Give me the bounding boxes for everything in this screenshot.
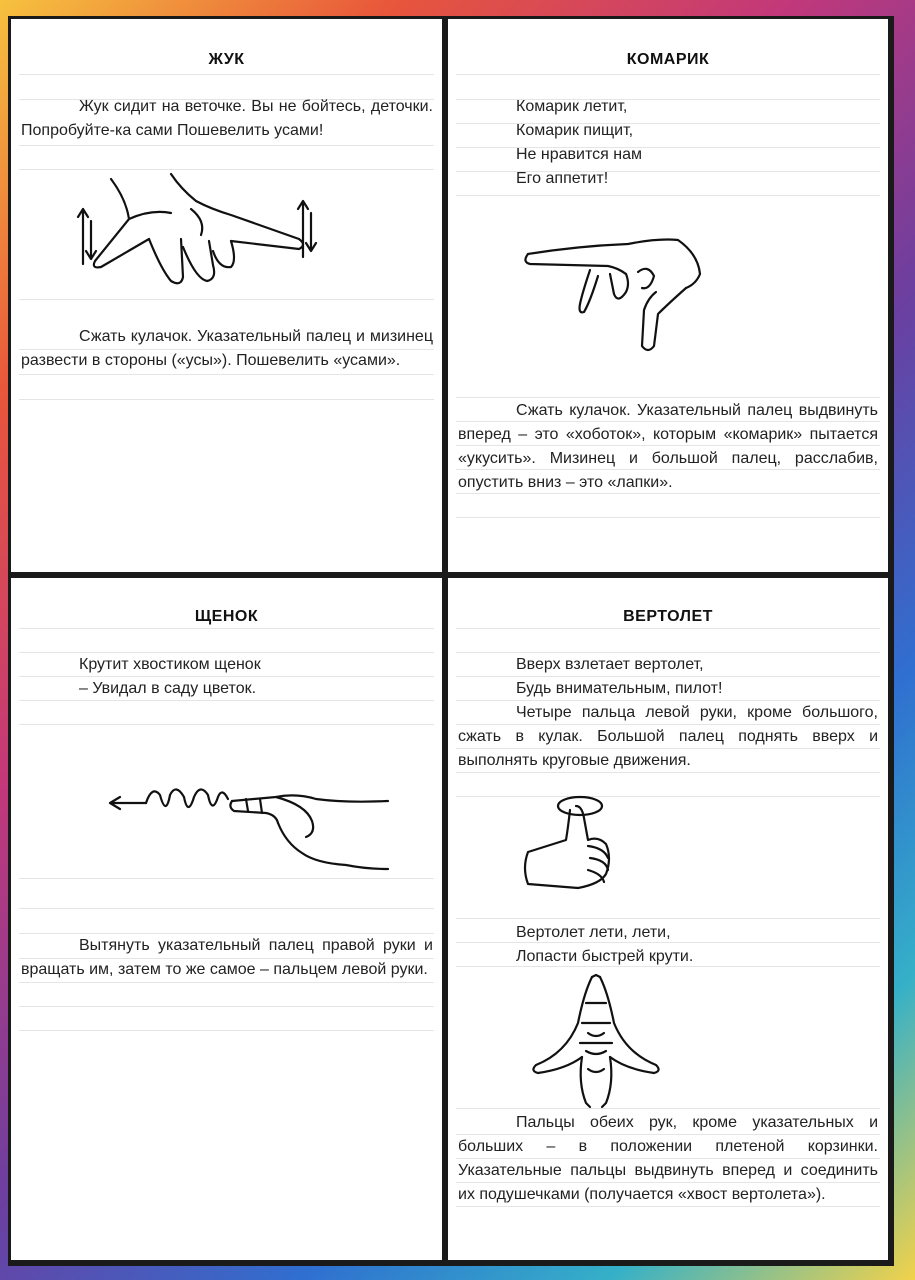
card-title: ЖУК [208, 51, 245, 68]
instruction-text-2: Пальцы обеих рук, кроме указательных и больших – в положении плетеной корзинки. Указательные пальцы выдвинуть вперед и соединить их подушечками (получается «хвост вертолета»). [458, 1114, 878, 1203]
hands-basket-icon [526, 973, 666, 1113]
hand-thumb-circle-icon [508, 788, 628, 898]
card-komarik [448, 19, 888, 572]
verse-line: Будь внимательным, пилот! [516, 680, 723, 697]
verse-line: – Увидал в саду цветок. [79, 680, 257, 697]
verse-lines-2 [516, 921, 693, 969]
card-vertolet [448, 578, 888, 1260]
page-frame [8, 16, 894, 1266]
instruction-text: Вытянуть указательный палец правой руки и вращать им, затем то же самое – пальцем левой руки. [21, 937, 433, 978]
hand-beetle-icon [71, 169, 331, 289]
card-title: КОМАРИК [626, 51, 710, 68]
verse-lines [516, 95, 642, 191]
verse-lines [79, 653, 261, 701]
verse-line: Вверх взлетает вертолет, [516, 656, 704, 673]
verse-line: Крутит хвостиком щенок [79, 656, 261, 673]
verse-line: Не нравится нам [516, 146, 642, 163]
instruction-text: Сжать кулачок. Указательный палец выдвинуть вперед – это «хоботок», которым «комарик» пытается «укусить». Мизинец и большой палец, расслабив, опустить вниз – это «лапки». [458, 402, 878, 491]
instruction-text: Сжать кулачок. Указательный палец и мизинец развести в стороны («усы»). Пошевелить «усами». [21, 328, 433, 369]
hand-mosquito-icon [518, 224, 718, 354]
verse-line: Лопасти быстрей крути. [516, 948, 694, 965]
verse-line: Комарик пищит, [516, 122, 634, 139]
verse-line: Его аппетит! [516, 170, 609, 187]
instruction-text-1: Четыре пальца левой руки, кроме большого, сжать в кулак. Большой палец поднять вверх и выполнять круговые движения. [458, 704, 878, 769]
verse-lines [516, 653, 722, 701]
hand-puppy-icon [106, 773, 396, 873]
card-shchenok [11, 578, 442, 1260]
verse-line: Вертолет лети, лети, [516, 924, 671, 941]
card-title: ВЕРТОЛЕТ [623, 608, 713, 625]
card-title: ЩЕНОК [194, 608, 259, 625]
verse-text: Жук сидит на веточке. Вы не бойтесь, деточки. Попробуйте-ка сами Пошевелить усами! [21, 98, 433, 139]
card-zhuk [11, 19, 442, 572]
verse-line: Комарик летит, [516, 98, 628, 115]
